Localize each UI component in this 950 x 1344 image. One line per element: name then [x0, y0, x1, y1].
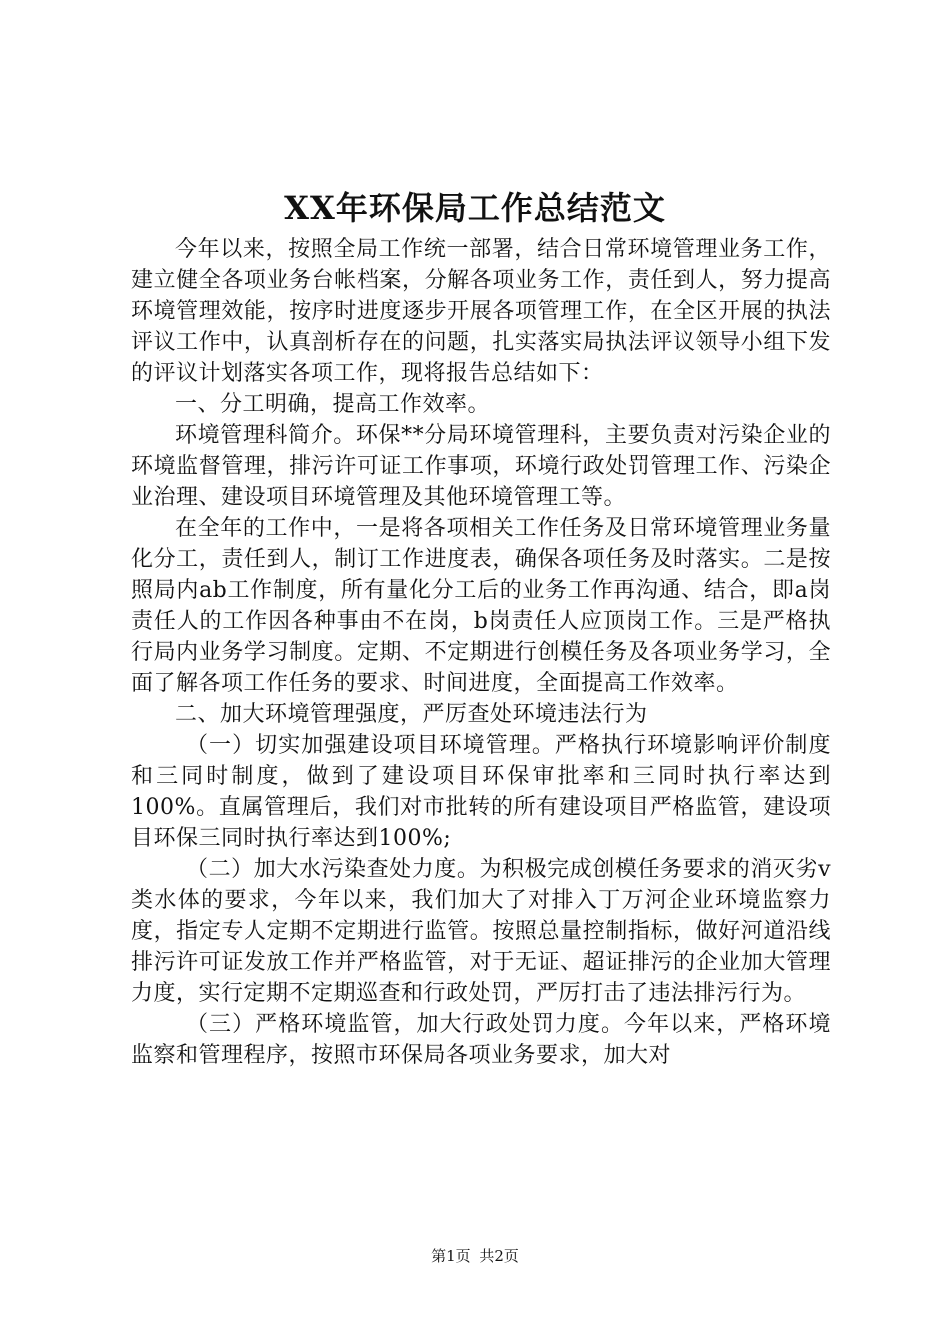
page-total: 共2页: [479, 1247, 519, 1265]
paragraph-intro: 今年以来，按照全局工作统一部署，结合日常环境管理业务工作，建立健全各项业务台帐档案，分解各项业务工作，责任到人，努力提高环境管理效能，按序时进度逐步开展各项管理工作，在全区开展的执法评议工作中，认真剖析存在的问题，扎实落实局执法评议领导小组下发的评议计划落实各项工作，现将报告总结如下：: [131, 237, 831, 386]
section-heading-1: 一、分工明确，提高工作效率。: [175, 392, 491, 417]
page-number: 第1页: [431, 1247, 471, 1265]
paragraph-annual-work: 在全年的工作中，一是将各项相关工作任务及日常环境管理业务量化分工，责任到人，制订工作进度表，确保各项任务及时落实。二是按照局内ab工作制度，所有量化分工后的业务工作再沟通、结合，即a岗责任人的工作因各种事由不在岗，b岗责任人应顶岗工作。三是严格执行局内业务学习制度。定期、不定期进行创模任务及各项业务学习，全面了解各项工作任务的要求、时间进度，全面提高工作效率。: [131, 516, 831, 696]
document-body: [131, 234, 831, 1071]
paragraph-item-2: （二）加大水污染查处力度。为积极完成创模任务要求的消灭劣v类水体的要求，今年以来，我们加大了对排入丁万河企业环境监察力度，指定专人定期不定期进行监管。按照总量控制指标，做好河道沿线排污许可证发放工作并严格监管，对于无证、超证排污的企业加大管理力度，实行定期不定期巡查和行政处罚，严厉打击了违法排污行为。: [131, 857, 831, 1006]
section-heading-2: 二、加大环境管理强度，严厉查处环境违法行为: [175, 702, 648, 727]
document-title: XX年环保局工作总结范文: [284, 189, 666, 227]
page-footer: [0, 1246, 950, 1266]
paragraph-item-3: （三）严格环境监管，加大行政处罚力度。今年以来，严格环境监察和管理程序，按照市环保局各项业务要求，加大对: [131, 1012, 831, 1068]
paragraph-item-1: （一）切实加强建设项目环境管理。严格执行环境影响评价制度和三同时制度，做到了建设项目环保审批率和三同时执行率达到100%。直属管理后，我们对市批转的所有建设项目严格监管，建设项目环保三同时执行率达到100%;: [131, 733, 831, 851]
paragraph-dept-intro: 环境管理科简介。环保**分局环境管理科，主要负责对污染企业的环境监督管理，排污许可证工作事项，环境行政处罚管理工作、污染企业治理、建设项目环境管理及其他环境管理工等。: [131, 423, 831, 510]
